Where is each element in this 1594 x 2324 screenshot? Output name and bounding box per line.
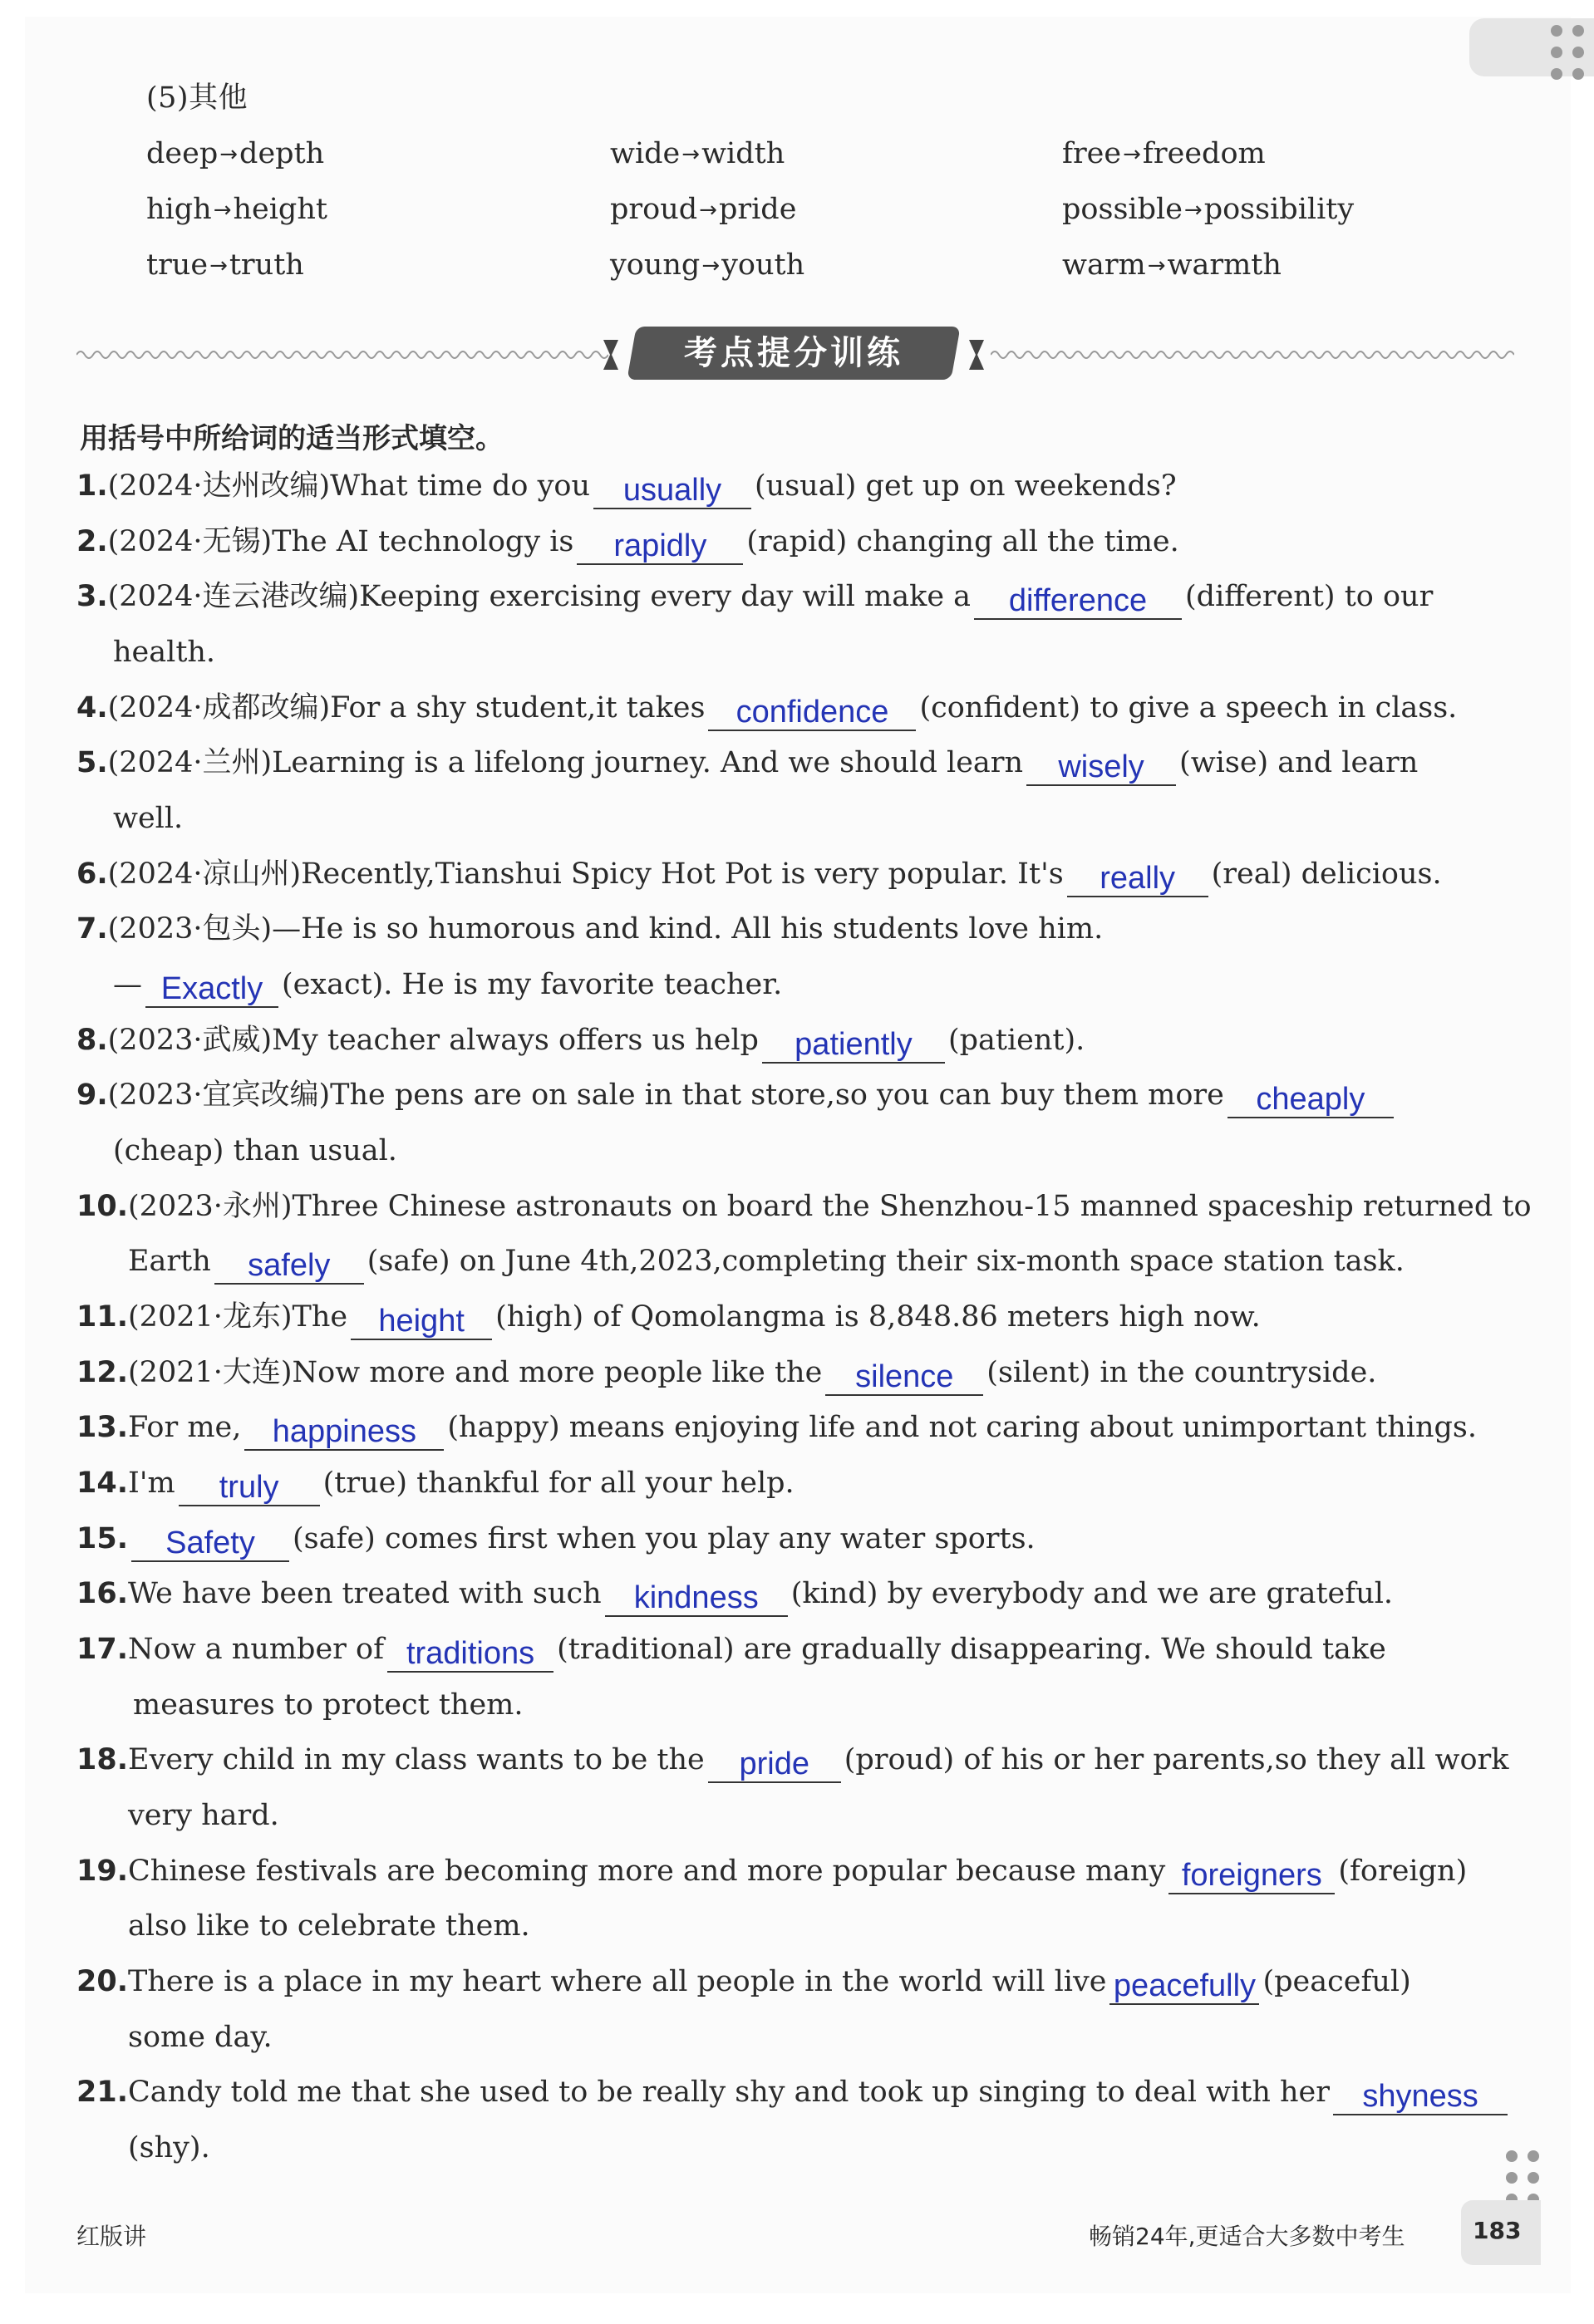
question-item: 21.Candy told me that she used to be really shy and took up singing to deal with her shyness	[76, 2076, 1511, 2115]
corner-dots-decoration	[1529, 25, 1584, 80]
wavy-line-left-decoration	[76, 348, 608, 361]
question-item: — Exactly (exact). He is my favorite teacher.	[113, 968, 783, 1006]
word-form-item: high→height	[146, 193, 327, 226]
section-banner	[76, 320, 1514, 386]
answer-blank: kindness	[605, 1582, 788, 1617]
question-continuation: health.	[113, 636, 216, 669]
answer-blank: foreigners	[1168, 1860, 1335, 1894]
answer-blank: Exactly	[145, 973, 278, 1008]
footer-dots-decoration	[1506, 2150, 1561, 2205]
word-form-item: proud→pride	[610, 193, 797, 226]
footer-brand: 红版讲	[76, 2223, 147, 2250]
question-item: 14.I'm truly (true) thankful for all your help.	[76, 1467, 795, 1505]
wavy-line-right-decoration	[991, 348, 1514, 361]
question-item: 12.(2021·大连)Now more and more people like the silence (silent) in the countryside.	[76, 1356, 1377, 1394]
answer-blank: happiness	[244, 1416, 444, 1451]
answer-blank: height	[351, 1305, 492, 1340]
answer-blank: Safety	[131, 1527, 289, 1562]
instruction-text: 用括号中所给词的适当形式填空。	[80, 422, 504, 455]
question-item: 20.There is a place in my heart where all people in the world will live peacefully (peaceful)	[76, 1965, 1411, 2003]
footer-slogan: 畅销24年,更适合大多数中考生	[1089, 2223, 1405, 2250]
answer-blank: usually	[593, 474, 751, 509]
question-item: 9.(2023·宜宾改编)The pens are on sale in that store,so you can buy them more cheaply	[76, 1078, 1397, 1118]
answer-blank: wisely	[1026, 751, 1176, 786]
question-item: 15. Safety (safe) comes first when you play any water sports.	[76, 1522, 1036, 1560]
question-item: 1.(2024·达州改编)What time do you usually (usual) get up on weekends?	[76, 469, 1177, 508]
answer-blank: truly	[179, 1472, 320, 1506]
question-item: 13.For me, happiness (happy) means enjoying life and not caring about unimportant things.	[76, 1411, 1478, 1449]
answer-blank: confidence	[708, 696, 916, 731]
question-item: 4.(2024·成都改编)For a shy student,it takes confidence (confident) to give a speech in class.	[76, 691, 1458, 730]
banner-tag-right-icon	[966, 338, 987, 371]
question-continuation: (shy).	[128, 2131, 210, 2164]
question-item: 11.(2021·龙东)The height (high) of Qomolangma is 8,848.86 meters high now.	[76, 1300, 1261, 1339]
question-continuation: measures to protect them.	[133, 1688, 524, 1722]
question-continuation: (cheap) than usual.	[113, 1134, 397, 1167]
word-form-item: free→freedom	[1062, 137, 1266, 170]
question-item: Earth safely (safe) on June 4th,2023,completing their six-month space station task.	[128, 1245, 1405, 1283]
answer-blank: shyness	[1333, 2081, 1508, 2115]
answer-blank: cheaply	[1227, 1083, 1394, 1118]
word-form-item: wide→width	[610, 137, 785, 170]
answer-blank: pride	[708, 1748, 841, 1783]
answer-blank: safely	[214, 1250, 364, 1285]
word-form-item: true→truth	[146, 248, 304, 282]
question-item: 17.Now a number of traditions (traditional) are gradually disappearing. We should take	[76, 1633, 1386, 1671]
banner-tag-left-icon	[600, 338, 622, 371]
page-number: 183	[1473, 2217, 1522, 2244]
answer-blank: peacefully	[1109, 1970, 1259, 2005]
question-item: 10.(2023·永州)Three Chinese astronauts on board the Shenzhou-15 manned spaceship returned to	[76, 1190, 1532, 1223]
question-item: 7.(2023·包头)—He is so humorous and kind. All his students love him.	[76, 912, 1104, 946]
question-item: 6.(2024·凉山州)Recently,Tianshui Spicy Hot Pot is very popular. It's really (real) delicious.	[76, 857, 1442, 896]
answer-blank: really	[1067, 862, 1208, 897]
word-form-item: deep→depth	[146, 137, 325, 170]
word-form-item: possible→possibility	[1062, 193, 1355, 226]
question-continuation: some day.	[128, 2021, 273, 2054]
section-heading: (5)其他	[146, 81, 248, 115]
question-item: 3.(2024·连云港改编)Keeping exercising every day will make a difference (different) to our	[76, 580, 1434, 618]
question-item: 8.(2023·武威)My teacher always offers us help patiently (patient).	[76, 1024, 1085, 1062]
answer-blank: rapidly	[577, 530, 743, 565]
question-item: 19.Chinese festivals are becoming more and more popular because many foreigners (foreign)	[76, 1855, 1468, 1893]
question-continuation: also like to celebrate them.	[128, 1909, 530, 1943]
question-continuation: very hard.	[128, 1799, 279, 1832]
word-form-item: warm→warmth	[1062, 248, 1282, 282]
question-continuation: well.	[113, 802, 184, 835]
banner-title: 考点提分训练	[684, 334, 903, 372]
question-item: 18.Every child in my class wants to be the pride (proud) of his or her parents,so they all work	[76, 1743, 1509, 1781]
answer-blank: silence	[825, 1361, 983, 1396]
question-item: 5.(2024·兰州)Learning is a lifelong journey. And we should learn wisely (wise) and learn	[76, 746, 1419, 784]
question-item: 16.We have been treated with such kindness (kind) by everybody and we are grateful.	[76, 1577, 1394, 1615]
answer-blank: difference	[974, 585, 1182, 620]
question-item: 2.(2024·无锡)The AI technology is rapidly (rapid) changing all the time.	[76, 525, 1179, 563]
answer-blank: traditions	[387, 1638, 553, 1673]
answer-blank: patiently	[762, 1029, 945, 1064]
word-form-item: young→youth	[610, 248, 805, 282]
